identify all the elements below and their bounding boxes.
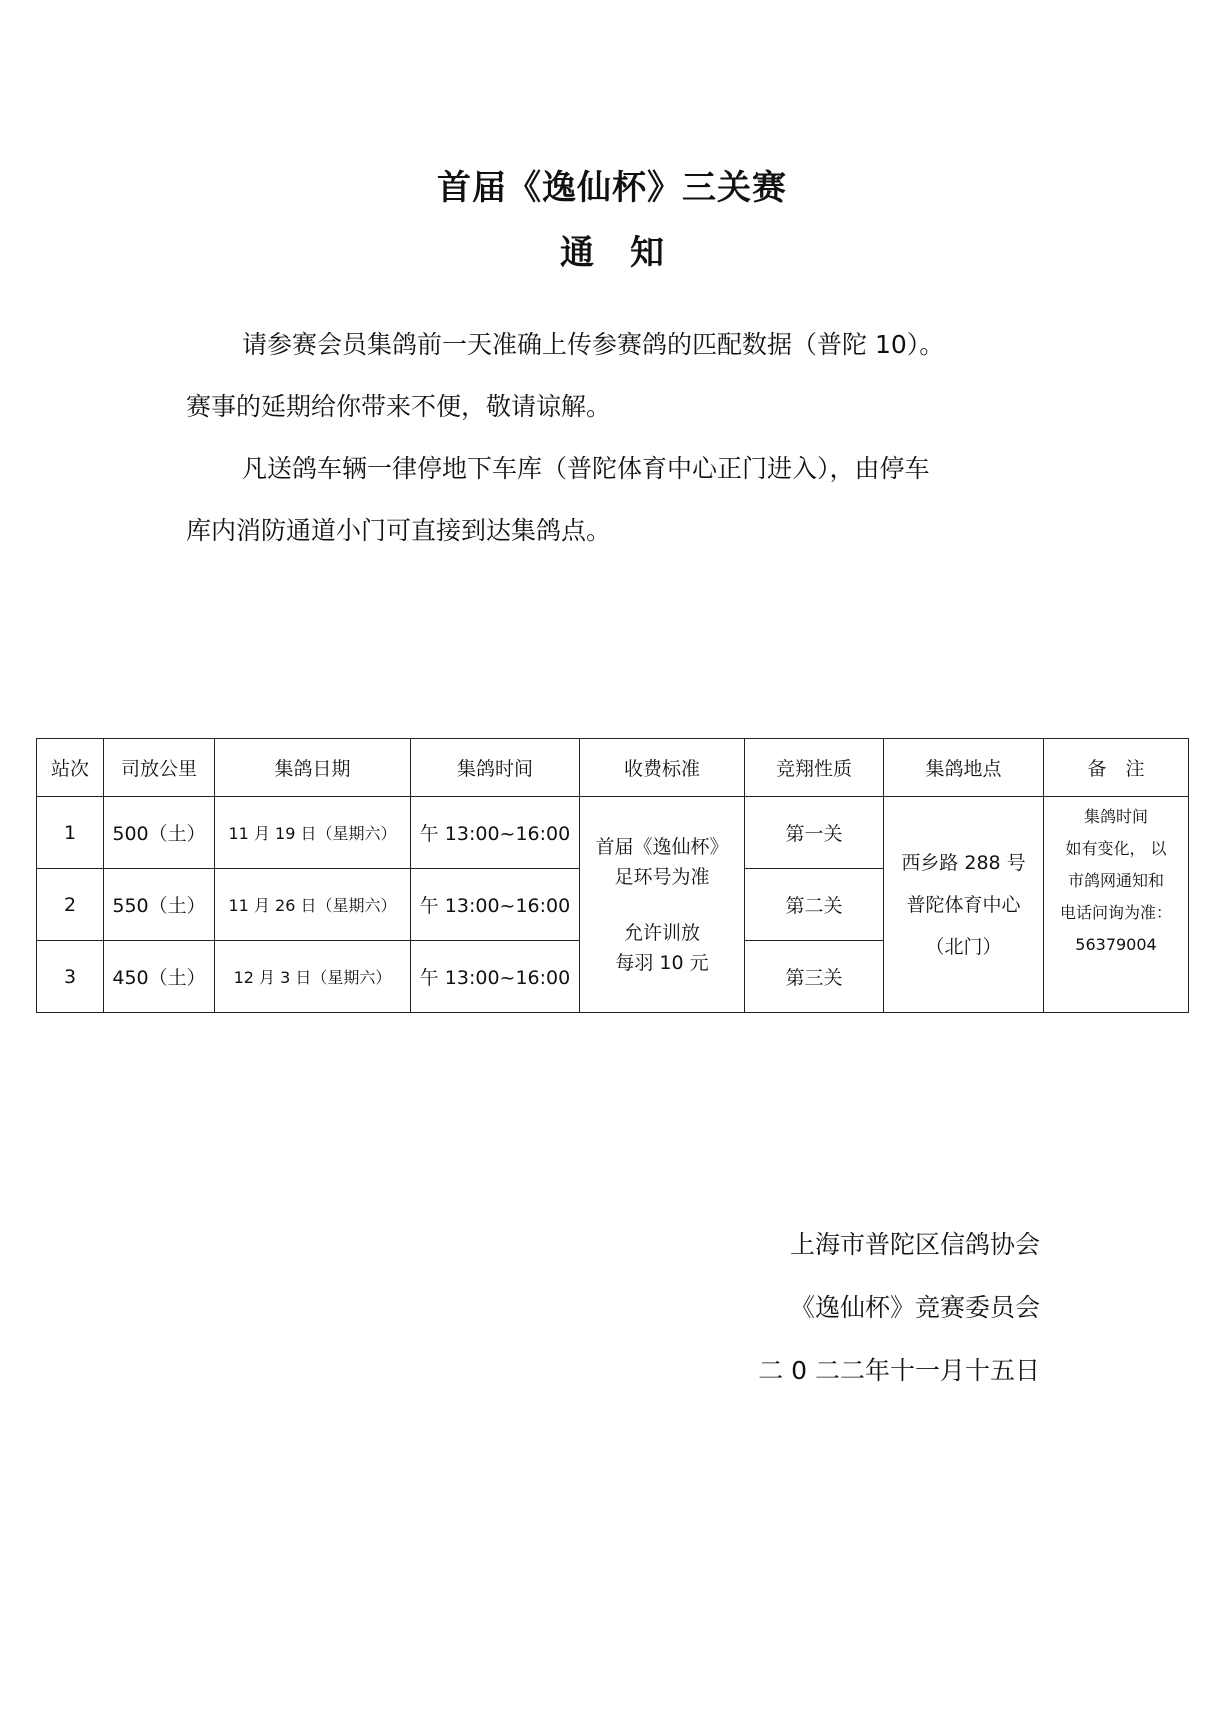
signature-date: 二 0 二二年十一月十五日: [758, 1356, 1040, 1385]
paragraph-upload-notice: [186, 314, 1066, 438]
location-line: （北门）: [925, 935, 1002, 958]
cell-time: 午 13:00~16:00: [411, 869, 580, 941]
note-line: 集鸽时间: [1083, 807, 1148, 826]
header-time: 集鸽时间: [411, 739, 580, 797]
cell-distance: 550（土）: [104, 869, 215, 941]
fee-line: 足环号为准: [614, 865, 710, 888]
note-line: 电话问询为准：: [1059, 903, 1172, 922]
cell-station: 3: [37, 941, 104, 1013]
signature-committee: 《逸仙杯》竞赛委员会: [789, 1293, 1040, 1322]
cell-note: [1044, 797, 1189, 1013]
table-row: [37, 797, 1189, 869]
header-note: 备 注: [1044, 739, 1189, 797]
cell-date: 12 月 3 日（星期六）: [215, 941, 411, 1013]
paragraph-1-line-2: 赛事的延期给你带来不便，敬请谅解。: [186, 392, 612, 421]
cell-nature: 第二关: [745, 869, 884, 941]
schedule-table: [36, 738, 1189, 1013]
cell-date: 11 月 19 日（星期六）: [215, 797, 411, 869]
document-subtitle: 通知: [560, 233, 700, 273]
document-title: 首届《逸仙杯》三关赛: [437, 168, 787, 208]
paragraph-parking-notice: [186, 438, 1066, 562]
header-station: 站次: [37, 739, 104, 797]
cell-nature: 第三关: [745, 941, 884, 1013]
signature-organization: 上海市普陀区信鸽协会: [789, 1230, 1040, 1259]
table-header-row: [37, 739, 1189, 797]
note-line: 如有变化， 以: [1065, 839, 1167, 858]
cell-distance: 500（土）: [104, 797, 215, 869]
location-line: 普陀体育中心: [906, 893, 1021, 916]
note-line: 56379004: [1075, 935, 1157, 954]
header-date: 集鸽日期: [215, 739, 411, 797]
fee-line: 首届《逸仙杯》: [595, 835, 729, 858]
paragraph-2-line-2: 库内消防通道小门可直接到达集鸽点。: [186, 516, 612, 545]
cell-station: 2: [37, 869, 104, 941]
paragraph-1-line-1: 请参赛会员集鸽前一天准确上传参赛鸽的匹配数据（普陀 10）。: [242, 330, 945, 359]
note-line: 市鸽网通知和: [1067, 871, 1164, 890]
cell-time: 午 13:00~16:00: [411, 941, 580, 1013]
cell-location: [884, 797, 1044, 1013]
header-location: 集鸽地点: [884, 739, 1044, 797]
header-distance: 司放公里: [104, 739, 215, 797]
header-nature: 竞翔性质: [745, 739, 884, 797]
paragraph-2-line-1: 凡送鸽车辆一律停地下车库（普陀体育中心正门进入），由停车: [242, 454, 930, 483]
cell-distance: 450（土）: [104, 941, 215, 1013]
fee-line: 每羽 10 元: [615, 951, 709, 974]
cell-nature: 第一关: [745, 797, 884, 869]
cell-time: 午 13:00~16:00: [411, 797, 580, 869]
cell-station: 1: [37, 797, 104, 869]
location-line: 西乡路 288 号: [901, 851, 1026, 874]
cell-date: 11 月 26 日（星期六）: [215, 869, 411, 941]
cell-fee: [580, 797, 745, 1013]
fee-line: 允许训放: [623, 921, 700, 944]
header-fee: 收费标准: [580, 739, 745, 797]
